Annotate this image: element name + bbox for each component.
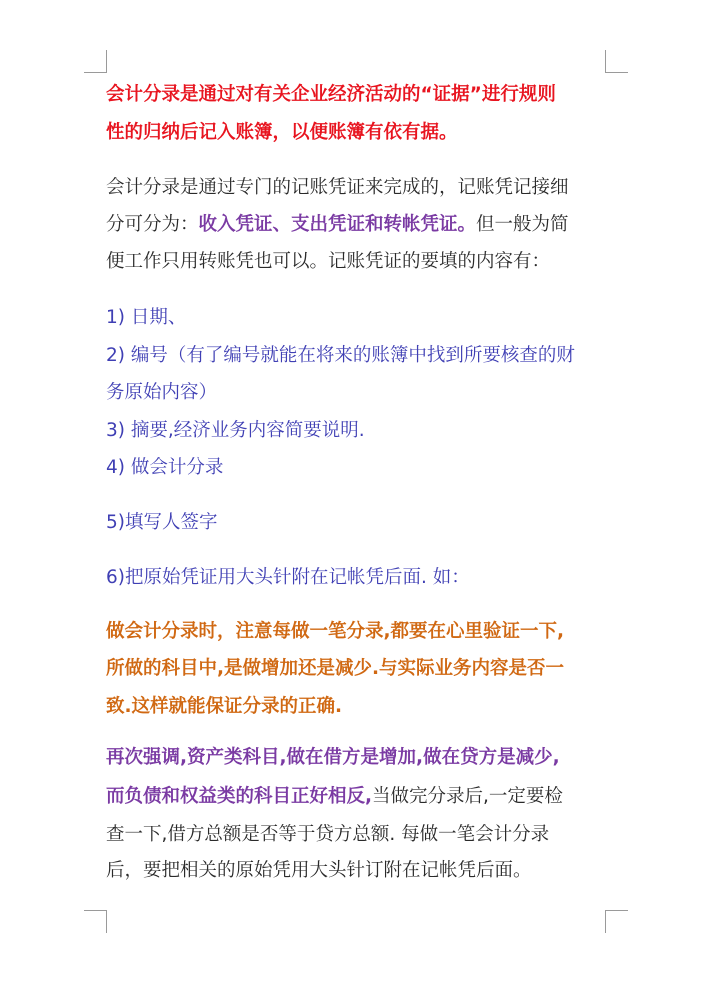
- paragraph2-line-2-start: 分可分为：: [106, 214, 199, 235]
- paragraph2-line-1: 会计分录是通过专门的记账凭证来完成的，记账凭记接细: [106, 177, 569, 198]
- paragraph2-line-2-end: 但一般为简: [476, 214, 569, 235]
- tip-line-3: 致.这样就能保证分录的正确.: [106, 696, 343, 717]
- tip-line-1: 做会计分录时，注意每做一笔分录,都要在心里验证一下,: [106, 621, 565, 642]
- corner-mark-top-right: [605, 50, 628, 73]
- list-item-1: 1) 日期、: [106, 307, 187, 328]
- paragraph2-line-2: [106, 210, 606, 236]
- corner-mark-top-left: [84, 50, 107, 73]
- emphasis-line-3: 查一下,借方总额是否等于贷方总额. 每做一笔会计分录: [106, 824, 550, 845]
- emphasis-line-2: [106, 782, 606, 808]
- tip-line-2: 所做的科目中,是做增加还是减少.与实际业务内容是否一: [106, 658, 565, 679]
- list-item-5: 5)填写人签字: [106, 512, 218, 533]
- corner-mark-bottom-right: [605, 910, 628, 933]
- emphasis-line-2-end: 当做完分录后,一定要检: [372, 786, 563, 807]
- emphasis-line-4: 后，要把相关的原始凭用大头针订附在记帐凭后面。: [106, 860, 532, 881]
- intro-line-1: 会计分录是通过对有关企业经济活动的“证据”进行规则: [106, 84, 556, 105]
- list-item-2-line-1: 2) 编号（有了编号就能在将来的账簿中找到所要核查的财: [106, 345, 575, 366]
- voucher-types: 收入凭证、支出凭证和转帐凭证。: [198, 214, 477, 235]
- list-item-6: 6)把原始凭证用大头针附在记帐凭后面. 如：: [106, 567, 470, 588]
- list-item-4: 4) 做会计分录: [106, 457, 224, 478]
- intro-line-2: 性的归纳后记入账簿，以便账簿有依有据。: [106, 122, 458, 143]
- emphasis-line-2-start: 而负债和权益类的科目正好相反,: [106, 786, 373, 807]
- list-item-2-line-2: 务原始内容）: [106, 382, 218, 403]
- corner-mark-bottom-left: [84, 910, 107, 933]
- paragraph2-line-3: 便工作只用转账凭也可以。记账凭证的要填的内容有：: [106, 251, 551, 272]
- list-item-3: 3) 摘要,经济业务内容简要说明.: [106, 420, 365, 441]
- emphasis-line-1: 再次强调,资产类科目,做在借方是增加,做在贷方是减少,: [106, 747, 560, 768]
